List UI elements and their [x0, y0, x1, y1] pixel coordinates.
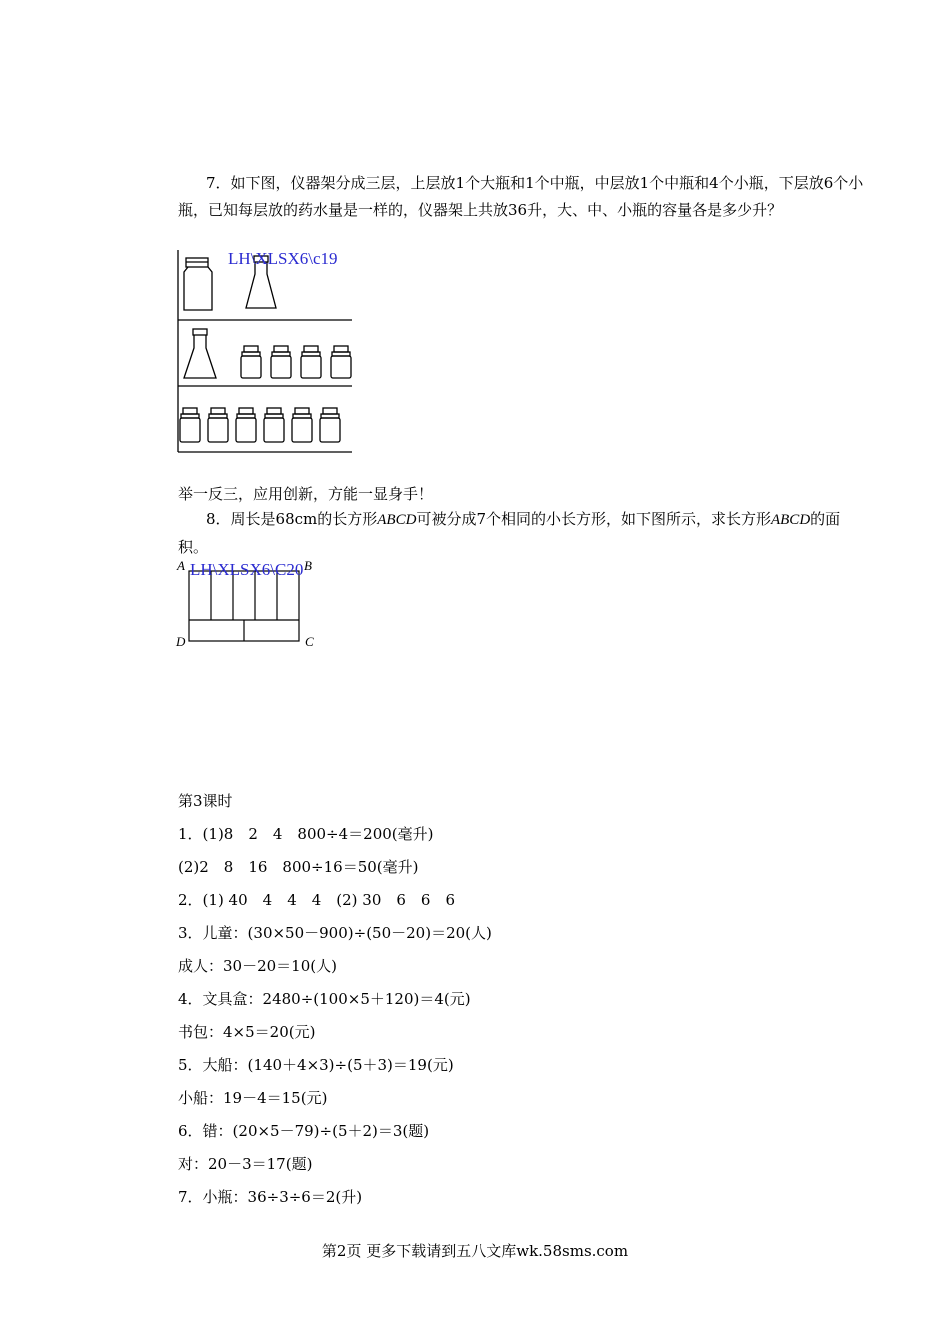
corner-c-label: C [305, 634, 314, 649]
small-bottle [320, 408, 340, 442]
question-8-text-c: 的面积。 [178, 510, 841, 556]
corner-b-label: B [304, 558, 312, 573]
answer-line: 2．(1) 40 4 4 4 (2) 30 6 6 6 [178, 891, 456, 909]
answer-line: 4．文具盒：2480÷(100×5＋120)＝4(元) [178, 990, 471, 1008]
page-footer: 第2页 更多下载请到五八文库wk.58sms.com [321, 1242, 629, 1260]
answer-line: 3．儿童：(30×50－900)÷(50－20)＝20(人) [178, 924, 492, 942]
question-7-text: 7．如下图，仪器架分成三层，上层放1个大瓶和1个中瓶，中层放1个中瓶和4个小瓶，下层放6个小瓶，已知每层放的药水量是一样的，仪器架上共放36升，大、中、小瓶的容量各是多少升？ [178, 174, 864, 219]
answer-line: 书包：4×5＝20(元) [178, 1023, 316, 1041]
answer-line: 6．错：(20×5－79)÷(5＋2)＝3(题) [178, 1122, 430, 1140]
figure-label-c20: LH\XLSX6\C20 [190, 560, 304, 579]
small-bottle [264, 408, 284, 442]
answer-line: 成人：30－20＝10(人) [178, 957, 337, 975]
corner-d-label: D [176, 634, 186, 649]
question-8-text-b: 可被分成7个相同的小长方形，如下图所示，求长方形 [416, 510, 771, 528]
small-bottle [271, 346, 291, 378]
answers-heading: 第3课时 [178, 792, 233, 810]
small-bottle [241, 346, 261, 378]
question-8 [178, 506, 870, 561]
figure-label-c19: LH\XLSX6\c19 [228, 249, 338, 268]
small-bottle [208, 408, 228, 442]
slogan: 举一反三，应用创新，方能一显身手！ [178, 485, 434, 503]
abcd-label: ABCD [770, 512, 811, 528]
corner-a-label: A [177, 558, 185, 573]
shelf-figure [170, 248, 360, 458]
small-bottle [236, 408, 256, 442]
answer-line: 5．大船：(140＋4×3)÷(5＋3)＝19(元) [178, 1056, 454, 1074]
medium-flask-middle [184, 329, 216, 378]
answer-line: 对：20－3＝17(题) [178, 1155, 313, 1173]
abcd-label: ABCD [377, 512, 417, 528]
answer-line: (2)2 8 16 800÷16＝50(毫升) [178, 858, 419, 876]
small-bottle [331, 346, 351, 378]
answer-line: 1．(1)8 2 4 800÷4＝200(毫升) [178, 825, 434, 843]
small-bottle [180, 408, 200, 442]
question-7 [178, 170, 870, 224]
answer-line: 小船：19－4＝15(元) [178, 1089, 328, 1107]
answer-line: 7．小瓶：36÷3÷6＝2(升) [178, 1188, 363, 1206]
large-bottle [184, 258, 212, 310]
small-bottle [301, 346, 321, 378]
question-8-text-a: 8．周长是68cm的长方形 [206, 510, 378, 528]
small-bottle [292, 408, 312, 442]
